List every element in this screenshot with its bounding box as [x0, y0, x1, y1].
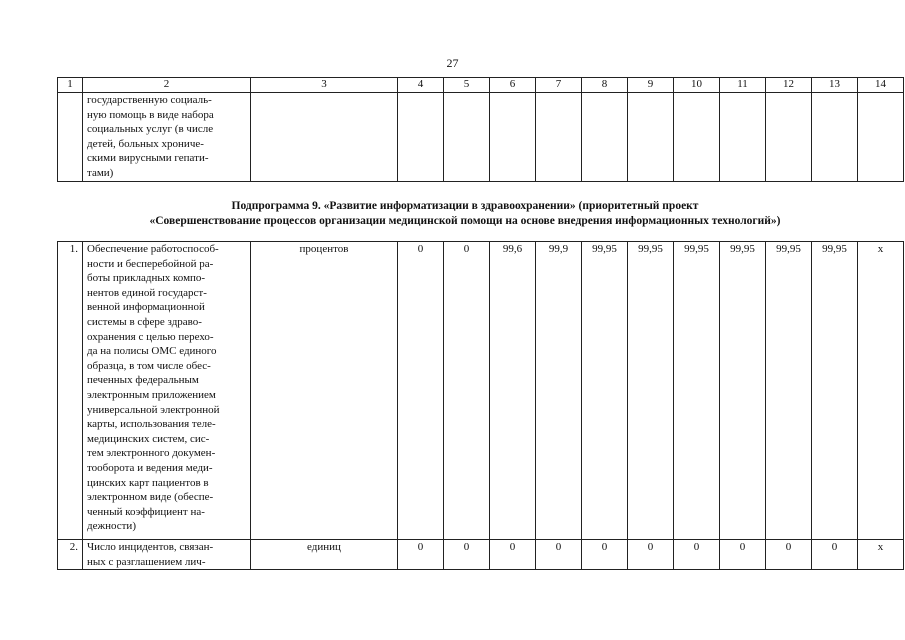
subprogram-heading [57, 199, 873, 229]
text-line: нентов единой государст- [87, 286, 207, 299]
value-cell: х [858, 242, 904, 540]
value-cell: 0 [536, 540, 582, 570]
value-cell [490, 93, 536, 182]
value-cell [536, 93, 582, 182]
text-line: дежности) [87, 520, 136, 533]
column-header: 3 [251, 78, 398, 93]
indicator-description [83, 540, 251, 570]
value-cell: 99,95 [812, 242, 858, 540]
text-line: карты, использования теле- [87, 418, 216, 431]
indicator-table-continuation [57, 77, 904, 182]
column-header: 13 [812, 78, 858, 93]
text-line: электронном виде (обеспе- [87, 491, 214, 504]
text-line: ченный коэффициент на- [87, 505, 205, 518]
text-line: системы в сфере здраво- [87, 315, 202, 328]
value-cell: 99,95 [674, 242, 720, 540]
text-line: охранения с целью перехо- [87, 330, 214, 343]
indicator-table [57, 241, 904, 570]
value-cell: 0 [444, 242, 490, 540]
unit-cell: единиц [251, 540, 398, 570]
text-line: тооборота и ведения меди- [87, 461, 213, 474]
value-cell [444, 93, 490, 182]
indicator-description [83, 242, 251, 540]
value-cell: 0 [444, 540, 490, 570]
text-line: электронным приложением [87, 388, 216, 401]
row-number-cell [58, 93, 83, 182]
value-cell: 0 [628, 540, 674, 570]
column-header: 5 [444, 78, 490, 93]
text-line: образца, в том числе обес- [87, 359, 211, 372]
column-header: 12 [766, 78, 812, 93]
value-cell: 99,9 [536, 242, 582, 540]
unit-cell: процентов [251, 242, 398, 540]
value-cell [674, 93, 720, 182]
text-line: ную помощь в виде набора [87, 108, 214, 121]
value-cell: 0 [720, 540, 766, 570]
text-line: государственную социаль- [87, 94, 212, 106]
value-cell: 99,95 [628, 242, 674, 540]
value-cell: 0 [490, 540, 536, 570]
value-cell [858, 93, 904, 182]
subprogram-heading-line: Подпрограмма 9. «Развитие информатизации в здравоохранении» (приоритетный проект [231, 200, 699, 212]
column-header: 2 [83, 78, 251, 93]
text-line: ных с разглашением лич- [87, 555, 206, 568]
column-header: 4 [398, 78, 444, 93]
value-cell: 0 [398, 540, 444, 570]
column-header: 9 [628, 78, 674, 93]
text-line: Обеспечение работоспособ- [87, 243, 219, 255]
table-row [58, 93, 904, 182]
value-cell: 99,6 [490, 242, 536, 540]
value-cell: 99,95 [766, 242, 812, 540]
subprogram-heading-line: «Совершенствование процессов организации медицинской помощи на основе внедрения информационных технологий») [149, 215, 781, 227]
text-line: медицинских систем, сис- [87, 432, 210, 445]
row-number-cell: 2. [58, 540, 83, 570]
table-row [58, 540, 904, 570]
text-line: печенных федеральным [87, 374, 199, 387]
value-cell [766, 93, 812, 182]
value-cell [398, 93, 444, 182]
text-line: Число инцидентов, связан- [87, 541, 214, 553]
column-number-row [58, 78, 904, 93]
text-line: боты прикладных компо- [87, 272, 206, 285]
column-header: 6 [490, 78, 536, 93]
column-header: 10 [674, 78, 720, 93]
text-line: социальных услуг (в числе [87, 123, 214, 136]
value-cell [720, 93, 766, 182]
value-cell: 99,95 [582, 242, 628, 540]
text-line: цинских карт пациентов в [87, 476, 209, 489]
text-line: тем электронного докумен- [87, 447, 216, 460]
value-cell: 0 [582, 540, 628, 570]
value-cell: 0 [398, 242, 444, 540]
column-header: 8 [582, 78, 628, 93]
table-row [58, 242, 904, 540]
value-cell [812, 93, 858, 182]
row-number-cell: 1. [58, 242, 83, 540]
column-header: 11 [720, 78, 766, 93]
value-cell: х [858, 540, 904, 570]
unit-cell [251, 93, 398, 182]
value-cell: 0 [812, 540, 858, 570]
text-line: универсальной электронной [87, 403, 220, 416]
text-line: детей, больных хрониче- [87, 137, 204, 150]
text-line: ности и бесперебойной ра- [87, 257, 214, 270]
text-line: скими вирусными гепати- [87, 152, 209, 165]
indicator-description [83, 93, 251, 182]
value-cell: 99,95 [720, 242, 766, 540]
column-header: 1 [58, 78, 83, 93]
page-number: 27 [446, 56, 459, 70]
column-header: 14 [858, 78, 904, 93]
text-line: венной информационной [87, 301, 205, 314]
value-cell [628, 93, 674, 182]
value-cell: 0 [674, 540, 720, 570]
text-line: да на полисы ОМС единого [87, 345, 217, 358]
column-header: 7 [536, 78, 582, 93]
value-cell: 0 [766, 540, 812, 570]
text-line: тами) [87, 166, 114, 179]
value-cell [582, 93, 628, 182]
